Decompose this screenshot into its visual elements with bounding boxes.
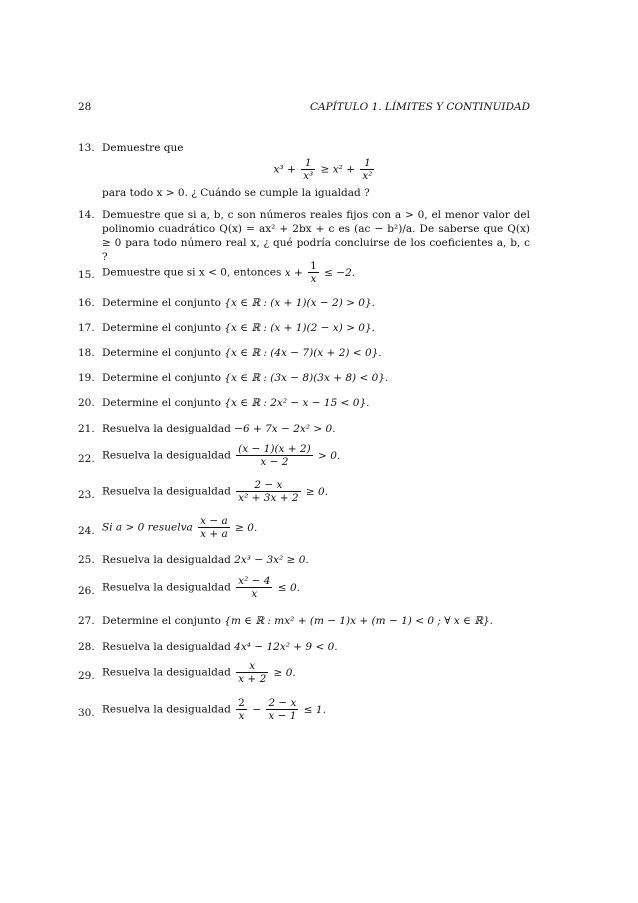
problem-text: Determine el conjunto <box>102 347 221 359</box>
problem-text: Demuestre que si a, b, c son números reales fijos con a > 0, el menor valor del polinomio cuadrático Q(x) = ax² + 2bx + c es (ac − b²)/a. De saberse que Q(x) ≥ 0 para todo número real x, ¿ qué podría concluirse de los coeficientes a, b, c ? <box>102 209 530 263</box>
fraction: $\frac{x}{x + 2}$ <box>238 660 267 685</box>
problem-number: 15. <box>78 269 95 281</box>
problem-number: 18. <box>78 347 95 359</box>
problem-number: 21. <box>78 423 95 435</box>
set-expression: {x ∈ ℝ : (x + 1)(2 − x) > 0}. <box>224 322 375 334</box>
problem-text: Resuelva la desigualdad <box>102 449 231 462</box>
problem-number: 19. <box>78 372 95 384</box>
inequality: $\frac{\text{x² − 4}}{x}$ ≤ 0. <box>238 575 300 600</box>
problem-text: Resuelva la desigualdad <box>102 554 231 566</box>
problem-number: 17. <box>78 322 95 334</box>
fraction: $\frac{2 - x}{\text{x² + 3x + 2}}$ <box>238 479 299 504</box>
inequality: $\frac{2}{x}$ − $\frac{2 - x}{x - 1}$ ≤ 1. <box>238 697 326 722</box>
set-expression: {m ∈ ℝ : mx² + (m − 1)x + (m − 1) < 0 ; ∀ x ∈ ℝ}. <box>224 615 494 627</box>
set-expression: {x ∈ ℝ : 2x² − x − 15 < 0}. <box>224 397 370 409</box>
problem-number: 29. <box>78 670 95 682</box>
problem-number: 28. <box>78 641 95 653</box>
problem-text: Resuelva la desigualdad <box>102 581 231 594</box>
problem-text: Demuestre que si x < 0, entonces <box>102 266 282 279</box>
fraction: $\frac{1}{\text{x²}}$ <box>362 157 373 182</box>
problem-text: Resuelva la desigualdad <box>102 423 231 435</box>
set-expression: {x ∈ ℝ : (4x − 7)(x + 2) < 0}. <box>224 347 382 359</box>
problem-text: Resuelva la desigualdad <box>102 703 231 716</box>
inequality: $\frac{2 - x}{\text{x² + 3x + 2}}$ ≥ 0. <box>238 479 329 504</box>
problem-number: 14. <box>78 209 95 221</box>
problem-text: Resuelva la desigualdad <box>102 485 231 498</box>
fraction: $\frac{2 - x}{x - 1}$ <box>268 697 297 722</box>
problem-text: Determine el conjunto <box>102 397 221 409</box>
problem-number: 23. <box>78 489 95 501</box>
set-expression: {x ∈ ℝ : (x + 1)(x − 2) > 0}. <box>224 297 375 309</box>
inequality-display: x³ + $\frac{1}{\text{x³}}$ ≥ x² + $\frac{1}{\text{x²}}$ <box>273 157 373 182</box>
problem-number: 24. <box>78 525 95 537</box>
page-number: 28 <box>78 101 92 113</box>
inequality: $\frac{x - a}{x + a}$ ≥ 0. <box>200 515 258 540</box>
chapter-title: CAPÍTULO 1. LÍMITES Y CONTINUIDAD <box>309 101 530 113</box>
problem-text: Determine el conjunto <box>102 322 221 334</box>
problem-number: 26. <box>78 585 95 597</box>
fraction: $\frac{(x - 1)(x + 2)}{x - 2}$ <box>238 443 311 468</box>
fraction: $\frac{2}{x}$ <box>238 697 245 722</box>
problem-text-after: para todo x > 0. ¿ Cuándo se cumple la igualdad ? <box>102 187 370 199</box>
fraction: $\frac{x - a}{x + a}$ <box>200 515 228 540</box>
inequality: $\frac{x}{x + 2}$ ≥ 0. <box>238 660 296 685</box>
problem-text: Resuelva la desigualdad <box>102 666 231 679</box>
problem-number: 25. <box>78 554 95 566</box>
problem-text: Demuestre que <box>102 142 184 154</box>
page-header <box>78 101 530 117</box>
problem-text: Determine el conjunto <box>102 372 221 384</box>
problem-text: Determine el conjunto <box>102 615 221 627</box>
set-expression: {x ∈ ℝ : (3x − 8)(3x + 8) < 0}. <box>224 372 389 384</box>
problem-number: 27. <box>78 615 95 627</box>
problem-text: Determine el conjunto <box>102 297 221 309</box>
problem-number: 22. <box>78 453 95 465</box>
fraction: $\frac{1}{x}$ <box>310 260 317 285</box>
inequality: x + $\frac{1}{x}$ ≤ −2. <box>284 260 356 285</box>
problem-number: 16. <box>78 297 95 309</box>
problem-text: Si a > 0 resuelva <box>102 521 193 534</box>
problem-text: Resuelva la desigualdad <box>102 641 231 653</box>
fraction: $\frac{1}{\text{x³}}$ <box>303 157 314 182</box>
fraction: $\frac{\text{x² − 4}}{x}$ <box>238 575 271 600</box>
problem-number: 20. <box>78 397 95 409</box>
inequality: −6 + 7x − 2x² > 0. <box>234 423 336 435</box>
inequality: $\frac{(x - 1)(x + 2)}{x - 2}$ > 0. <box>238 443 341 468</box>
inequality: 2x³ − 3x² ≥ 0. <box>234 554 309 566</box>
problem-number: 13. <box>78 142 95 154</box>
problem-number: 30. <box>78 707 95 719</box>
inequality: 4x⁴ − 12x² + 9 < 0. <box>234 641 338 653</box>
